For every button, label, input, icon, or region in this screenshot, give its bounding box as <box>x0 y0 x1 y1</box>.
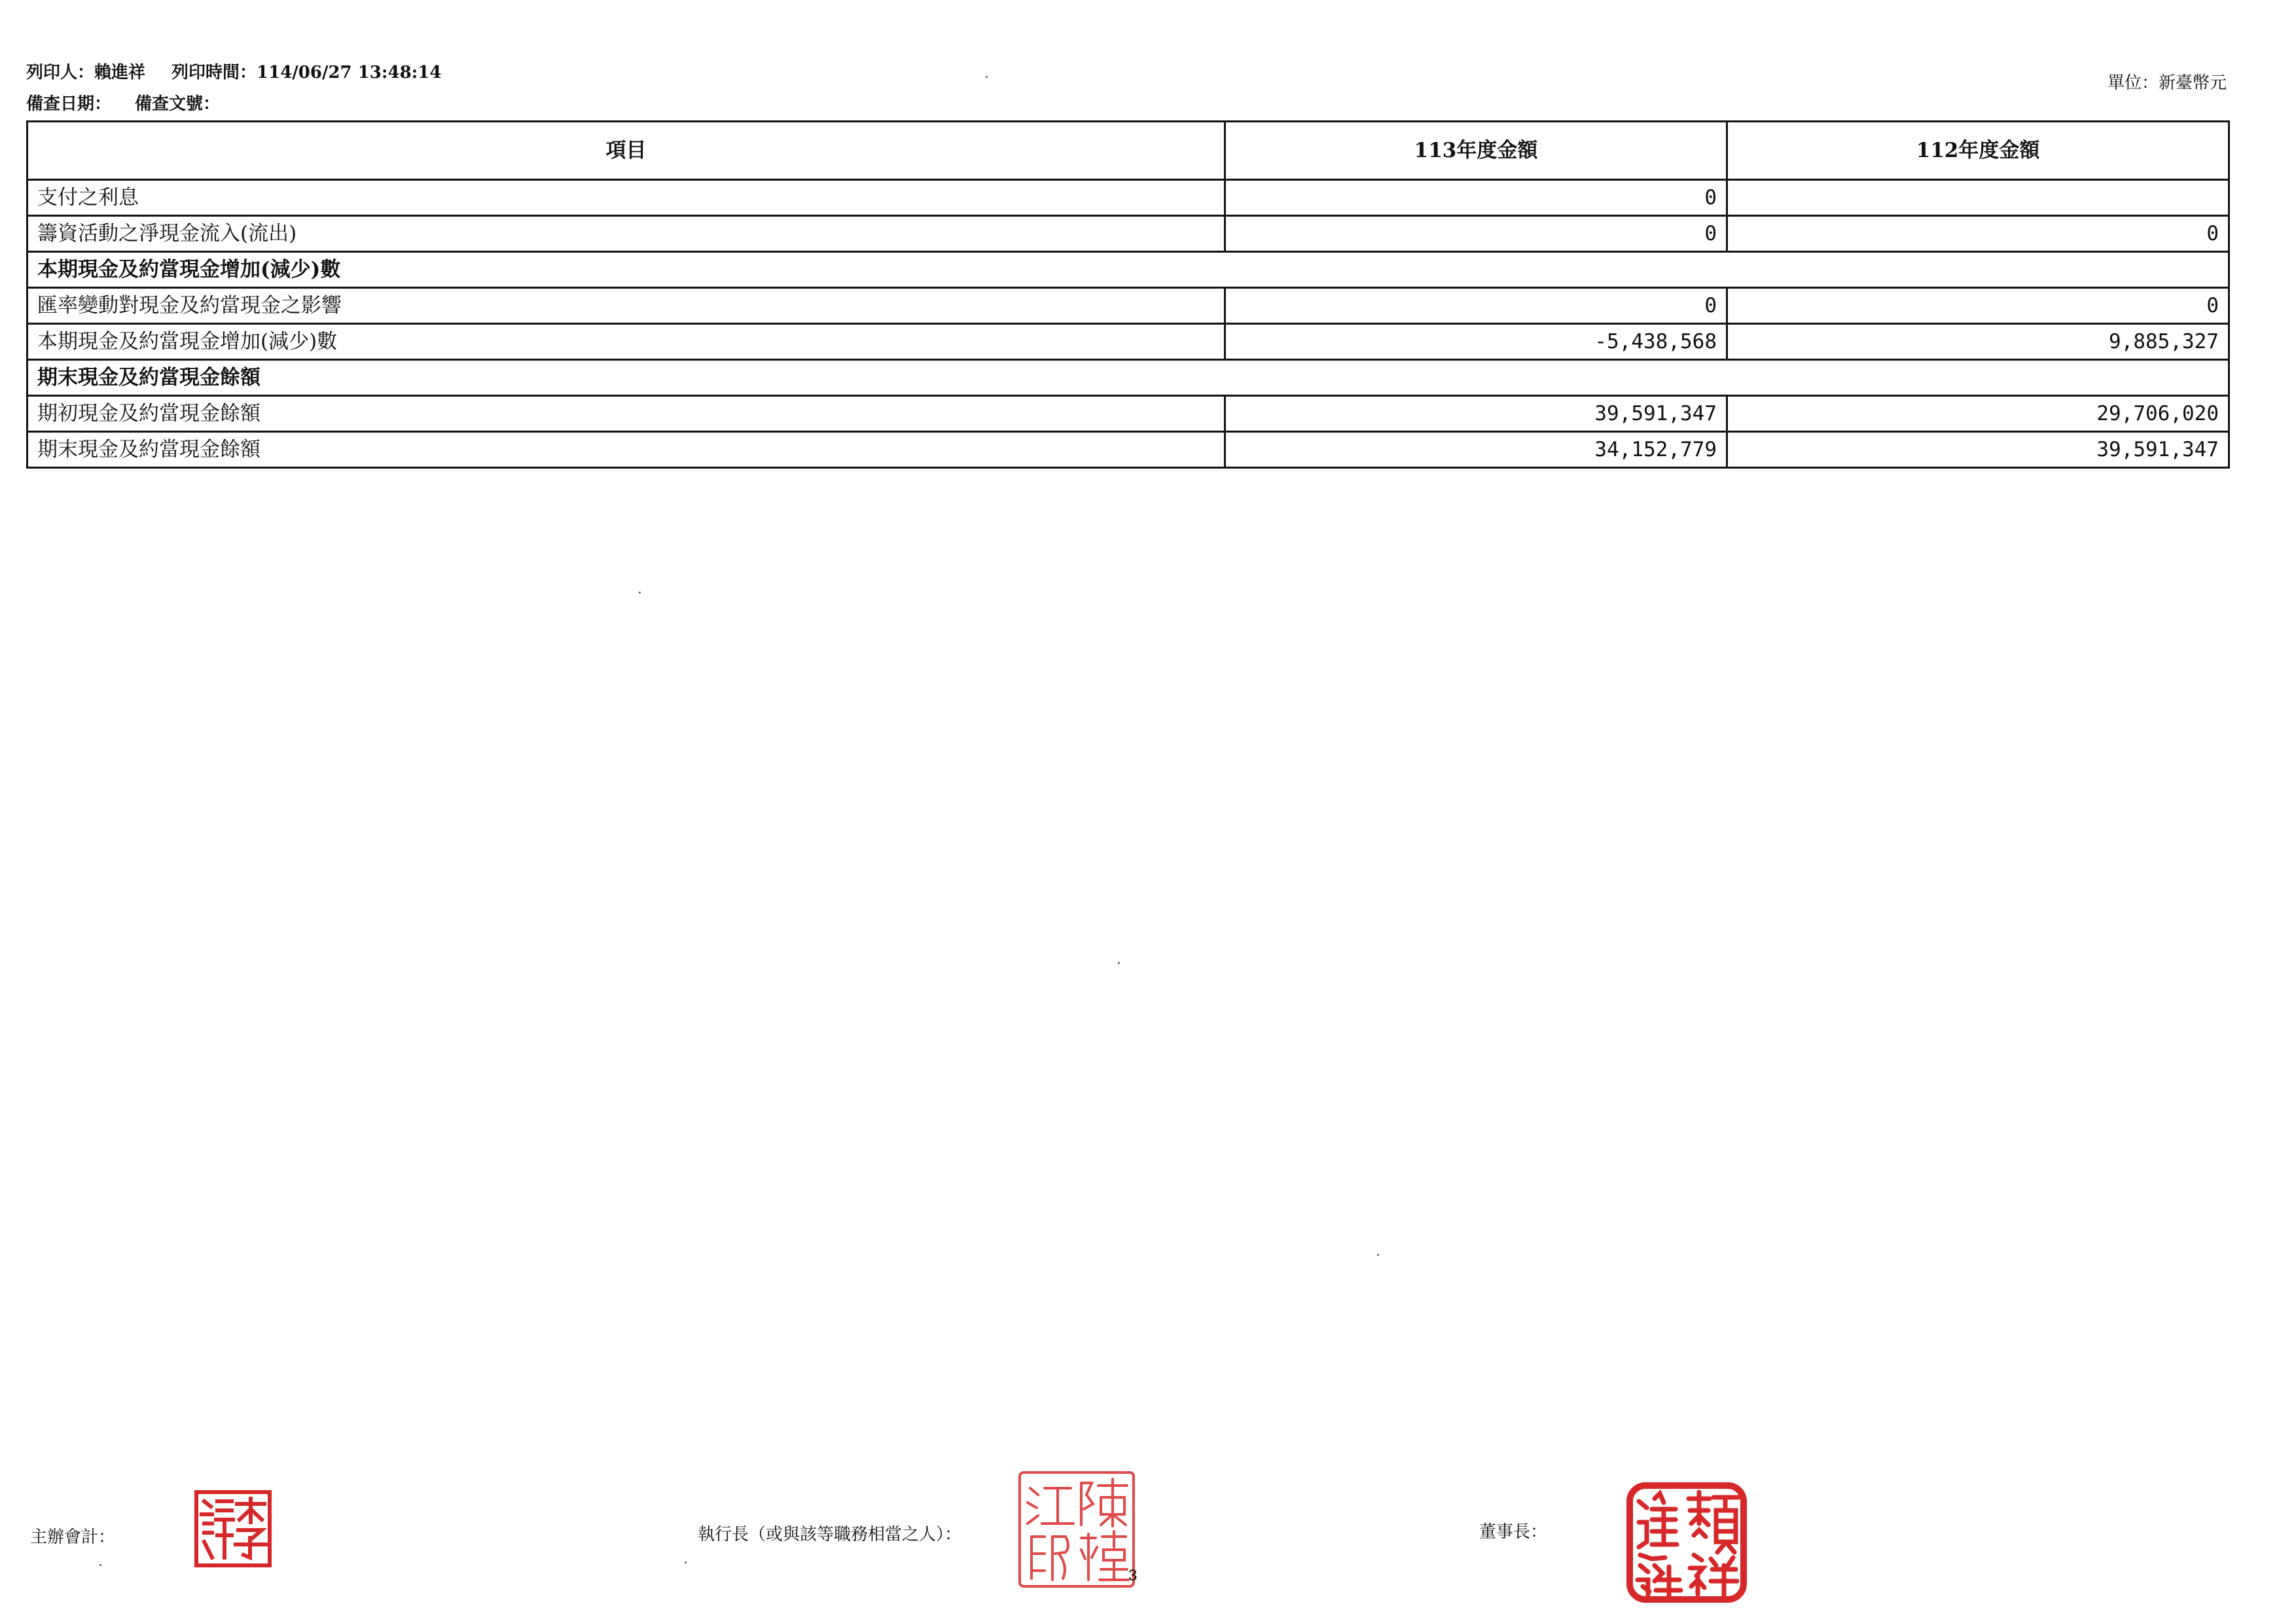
scan-speck <box>639 592 641 594</box>
table-section-row <box>27 360 2229 396</box>
print-info <box>26 64 441 81</box>
accountant-signature-label: 主辦會計： <box>30 1527 116 1547</box>
row-value-112 <box>1727 180 2229 216</box>
column-header-item: 項目 <box>27 122 1225 180</box>
accountant-seal <box>194 1489 272 1568</box>
page-number: 3 <box>1128 1567 1138 1584</box>
table-row <box>27 180 2229 216</box>
row-value-113: 0 <box>1225 216 1727 252</box>
executive-seal <box>1016 1469 1138 1590</box>
row-item: 本期現金及約當現金增加(減少)數 <box>27 324 1225 360</box>
row-item: 期末現金及約當現金餘額 <box>27 432 1225 468</box>
cash-flow-table <box>26 120 2230 469</box>
row-item: 支付之利息 <box>27 180 1225 216</box>
inspection-info <box>26 96 220 113</box>
table-row <box>27 324 2229 360</box>
row-value-112: 0 <box>1727 288 2229 324</box>
inspection-doc-label: 備查文號： <box>135 94 221 114</box>
table-row <box>27 396 2229 432</box>
row-value-113: 34,152,779 <box>1225 432 1727 468</box>
executive-signature-label: 執行長（或與該等職務相當之人）： <box>698 1525 962 1544</box>
row-value-112: 39,591,347 <box>1727 432 2229 468</box>
printer-label: 列印人：賴進祥 <box>26 63 146 82</box>
column-header-year-113: 113年度金額 <box>1225 122 1727 180</box>
row-value-113: 0 <box>1225 288 1727 324</box>
scan-speck <box>685 1561 687 1563</box>
row-value-113: -5,438,568 <box>1225 324 1727 360</box>
scan-speck <box>986 76 988 78</box>
table-row <box>27 216 2229 252</box>
section-title: 期末現金及約當現金餘額 <box>27 360 2229 396</box>
scan-speck <box>99 1564 101 1566</box>
currency-unit-label: 單位：新臺幣元 <box>2107 73 2227 93</box>
inspection-date-label: 備查日期： <box>26 94 112 114</box>
row-value-112: 29,706,020 <box>1727 396 2229 432</box>
scan-speck <box>1118 962 1120 964</box>
row-value-113: 0 <box>1225 180 1727 216</box>
row-value-113: 39,591,347 <box>1225 396 1727 432</box>
row-item: 期初現金及約當現金餘額 <box>27 396 1225 432</box>
chairman-signature-label: 董事長： <box>1479 1522 1548 1542</box>
section-title: 本期現金及約當現金增加(減少)數 <box>27 252 2229 288</box>
print-time-label: 列印時間：114/06/27 13:48:14 <box>171 63 442 82</box>
row-item: 匯率變動對現金及約當現金之影響 <box>27 288 1225 324</box>
table-row <box>27 288 2229 324</box>
chairman-seal <box>1626 1482 1748 1603</box>
table-section-row <box>27 252 2229 288</box>
row-value-112: 9,885,327 <box>1727 324 2229 360</box>
row-value-112: 0 <box>1727 216 2229 252</box>
scan-speck <box>1377 1254 1379 1256</box>
column-header-year-112: 112年度金額 <box>1727 122 2229 180</box>
table-row <box>27 432 2229 468</box>
row-item: 籌資活動之淨現金流入(流出) <box>27 216 1225 252</box>
table-header-row <box>27 122 2229 180</box>
